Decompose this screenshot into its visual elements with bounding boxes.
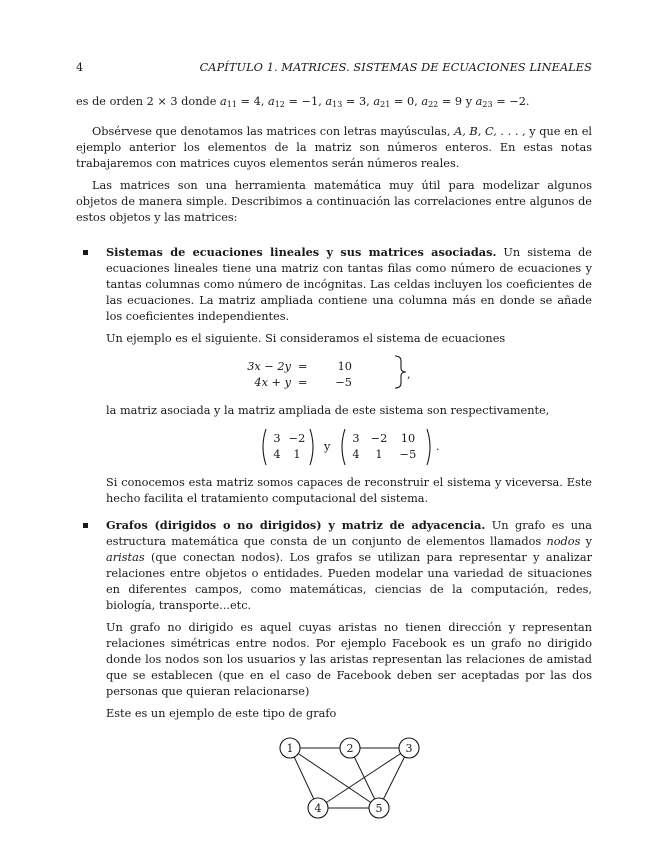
item2-conj: y — [580, 535, 592, 548]
item2-text-b: (que conectan nodos). Los grafos se utilizan para representar y analizar relaciones entre objetos o entidades. Pueden modelar una variedad de situaciones en diferentes campos, como matemáticas, ciencias de la computación, redes, biología, transporte...etc. — [106, 551, 592, 612]
equation-rel: = — [298, 360, 308, 373]
item2-undirected-paragraph: Un grafo no dirigido es aquel cuyas aristas no tienen dirección y representan relaciones simétricas entre nodos. Por ejemplo Facebook es un grafo no dirigido donde los nodos son los usuarios y las aristas representan las relaciones de amistad que se establecen (que en el caso de Facebook deben ser aceptadas por las dos personas que quieran relacionarse) — [106, 621, 592, 698]
entry-var: a — [325, 95, 333, 108]
entry-var: a — [220, 95, 227, 108]
matrix-cell: 4 — [273, 448, 281, 461]
page-header — [76, 60, 592, 76]
graph-node-label: 3 — [405, 742, 413, 755]
equation-rhs: −5 — [335, 376, 352, 389]
matrix-cell: −2 — [288, 432, 306, 445]
graph-node-label: 2 — [346, 742, 354, 755]
undirected-graph — [106, 728, 592, 848]
item1-definition — [106, 244, 592, 325]
list-item-linear-systems — [76, 244, 592, 507]
entry-sub: 22 — [428, 100, 439, 109]
item1-example-intro: Un ejemplo es el siguiente. Si consideramos el sistema de ecuaciones — [106, 332, 506, 345]
para1-letters: A, B, C, . . . , — [454, 125, 526, 138]
matrix-cell: 4 — [352, 448, 360, 461]
matrix-cell: 3 — [273, 432, 281, 445]
matrix-cell: −2 — [370, 432, 388, 445]
item2-graph-intro: Este es un ejemplo de este tipo de grafo — [106, 707, 337, 720]
list-item-graphs — [76, 517, 592, 848]
entry-value: = 4, — [236, 95, 268, 108]
entry-value: = −1, — [284, 95, 326, 108]
matrix-connector: y — [324, 440, 331, 453]
running-title: CAPÍTULO 1. MATRICES. SISTEMAS DE ECUACIONES LINEALES — [199, 61, 592, 74]
equation-rhs: 10 — [337, 360, 352, 373]
equation-lhs: 4x + y — [254, 376, 291, 389]
bullet-marker — [83, 250, 88, 255]
item1-heading: Sistemas de ecuaciones lineales y sus matrices asociadas. — [106, 245, 497, 259]
entry-var: a — [421, 95, 429, 108]
term-nodos: nodos — [546, 535, 581, 548]
bullet-list — [76, 244, 592, 848]
matrix-cell: −5 — [399, 448, 417, 461]
graph-node-label: 1 — [286, 742, 294, 755]
paragraph-notation — [76, 124, 592, 172]
entry-var: a — [267, 95, 275, 108]
intro-line — [76, 94, 592, 110]
matrix-cell: 1 — [293, 448, 301, 461]
matrices-display — [106, 425, 592, 469]
graph-figure — [106, 728, 592, 848]
equation-lhs: 3x − 2y — [247, 360, 291, 373]
intro-prefix: es de orden 2 × 3 donde — [76, 95, 220, 108]
item1-matrices-intro: la matriz asociada y la matriz ampliada de este sistema son respectivamente, — [106, 404, 550, 417]
item1-closing: Si conocemos esta matriz somos capaces de reconstruir el sistema y viceversa. Este hecho facilita el tratamiento computacional del sistema. — [106, 476, 592, 505]
entry-sub: 12 — [274, 100, 285, 109]
entry-sub: 13 — [332, 100, 343, 109]
entry-value: = 9 y — [438, 95, 476, 108]
matrix-cell: 3 — [352, 432, 360, 445]
graph-edge-1-5 — [290, 748, 379, 808]
equation-row — [216, 375, 416, 391]
entry-value: = 3, — [342, 95, 374, 108]
graph-edge-3-4 — [318, 748, 409, 808]
system-comma: , — [407, 368, 411, 381]
entry-sub: 21 — [380, 100, 391, 109]
equation-rel: = — [298, 376, 308, 389]
page-number: 4 — [76, 61, 84, 74]
matrix-cell: 1 — [375, 448, 383, 461]
bullet-marker — [83, 523, 88, 528]
para1-before: Obsérvese que denotamos las matrices con letras mayúsculas, — [92, 125, 455, 138]
graph-node-label: 5 — [375, 802, 383, 815]
coefficient-matrix — [259, 425, 317, 469]
entry-sub: 23 — [482, 100, 493, 109]
equation-system — [106, 353, 592, 397]
equation-row — [216, 359, 416, 375]
item2-text-a: Un grafo es una estructura matemática que consta de un conjunto de elementos llamados — [106, 519, 592, 548]
paragraph-matrices-usefulness: Las matrices son una herramienta matemática muy útil para modelizar algunos objetos de manera simple. Describimos a continuación las correlaciones entre algunos de estos objetos y las matrices: — [76, 179, 592, 224]
item2-definition — [106, 517, 592, 614]
entry-value: = 0, — [390, 95, 422, 108]
para1-after: y que en el ejemplo anterior los elementos de la matriz son números enteros. En estas notas trabajaremos con matrices cuyos elementos serán números reales. — [76, 125, 592, 170]
item2-heading: Grafos (dirigidos o no dirigidos) y matriz de adyacencia. — [106, 518, 486, 532]
entry-sub: 11 — [226, 100, 237, 109]
entry-value: = −2. — [492, 95, 530, 108]
augmented-matrix — [338, 425, 434, 469]
matrix-cell: 10 — [400, 432, 416, 445]
entry-var: a — [373, 95, 381, 108]
matrices-period: . — [436, 440, 440, 453]
term-aristas: aristas — [106, 551, 145, 564]
item1-text: Un sistema de ecuaciones lineales tiene una matriz con tantas filas como número de ecuaciones y tantas columnas como número de incógnitas. Las celdas incluyen los coeficientes de las ecuaciones. La matriz ampliada contiene una columna más en donde se añade los coeficientes independientes. — [106, 246, 592, 323]
entry-var: a — [475, 95, 483, 108]
page-body — [76, 94, 592, 848]
graph-node-label: 4 — [314, 802, 322, 815]
